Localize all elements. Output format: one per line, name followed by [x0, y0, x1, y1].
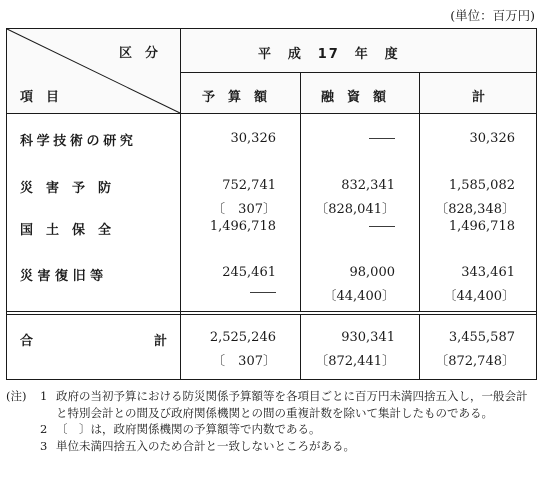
- total-cell: 1,496,718: [448, 219, 515, 234]
- table-right-border: [536, 28, 537, 380]
- budget-cell: 752,741: [222, 178, 276, 193]
- footnote-number: 3: [40, 438, 48, 453]
- total-total-cell: 3,455,587: [448, 330, 515, 345]
- item-label: 項 目: [20, 90, 60, 105]
- financing-cell: ――: [369, 219, 395, 234]
- col-financing-header: 融 資 額: [321, 90, 387, 105]
- total-budget-cell: 2,525,246: [209, 330, 276, 345]
- total-label-left: 合: [20, 334, 34, 349]
- total-rule-lower: [6, 314, 537, 315]
- total-financing-sub-cell: 〔872,441〕: [315, 354, 395, 369]
- unit-label: (単位：百万円): [450, 8, 535, 23]
- footnote-item: [6, 438, 538, 455]
- row-label: 国 土 保 全: [20, 223, 112, 238]
- budget-cell: 1,496,718: [209, 219, 276, 234]
- row-label: 災 害 復 旧 等: [20, 269, 104, 284]
- column-divider-3: [419, 72, 420, 312]
- financing-cell: ――: [369, 131, 395, 146]
- total-budget-sub-cell: 〔 307〕: [212, 354, 276, 369]
- table-bottom-border: [6, 379, 537, 380]
- total-financing-cell: 930,341: [341, 330, 395, 345]
- division-label: 区 分: [119, 46, 159, 61]
- footnote-text: 〔 〕は，政府関係機関の予算額等で内数である。: [56, 422, 321, 436]
- budget-sub-cell: ――: [250, 285, 276, 300]
- budget-sub-cell: 〔 307〕: [212, 202, 276, 217]
- footnote-number: 2: [40, 422, 48, 436]
- budget-cell: 30,326: [230, 131, 276, 146]
- financing-sub-cell: 〔828,041〕: [315, 202, 395, 217]
- total-sub-cell: 〔44,400〕: [443, 289, 515, 304]
- column-divider-3b: [419, 315, 420, 380]
- financing-sub-cell: 〔44,400〕: [323, 289, 395, 304]
- total-sub-cell: 〔828,348〕: [435, 202, 515, 217]
- col-total-header: 計: [472, 90, 486, 105]
- row-label: 災 害 予 防: [20, 181, 112, 196]
- footnote-item: [6, 388, 538, 421]
- total-total-sub-cell: 〔872,748〕: [435, 354, 515, 369]
- footnote-text: 単位未満四捨五入のため合計と一致しないところがある。: [56, 438, 355, 453]
- footnotes: [6, 388, 538, 454]
- financing-cell: 832,341: [341, 178, 395, 193]
- footnote-item: [6, 421, 538, 438]
- footnote-number: 1: [40, 389, 48, 403]
- footnote-text: 政府の当初予算における防災関係予算額等を各項目ごとに百万円未満四捨五入し，一般会計と特別会計との間及び政府関係機関との間の重複計数を除いて集計したものである。: [56, 389, 528, 420]
- total-cell: 30,326: [469, 131, 515, 146]
- header-mid-rule: [180, 72, 536, 73]
- financing-cell: 98,000: [349, 265, 395, 280]
- col-budget-header: 予 算 額: [202, 90, 268, 105]
- total-cell: 1,585,082: [448, 178, 515, 193]
- total-label-right: 計: [154, 334, 168, 349]
- budget-cell: 245,461: [222, 265, 276, 280]
- row-label: 科学技術の研究: [20, 134, 137, 149]
- total-cell: 343,461: [461, 265, 515, 280]
- budget-table: [6, 28, 537, 380]
- column-divider-2b: [300, 315, 301, 380]
- footnote-tag: (注): [6, 389, 27, 403]
- total-rule-upper: [6, 311, 537, 312]
- period-header: 平 成 17 年 度: [258, 47, 400, 62]
- column-divider-2: [300, 72, 301, 312]
